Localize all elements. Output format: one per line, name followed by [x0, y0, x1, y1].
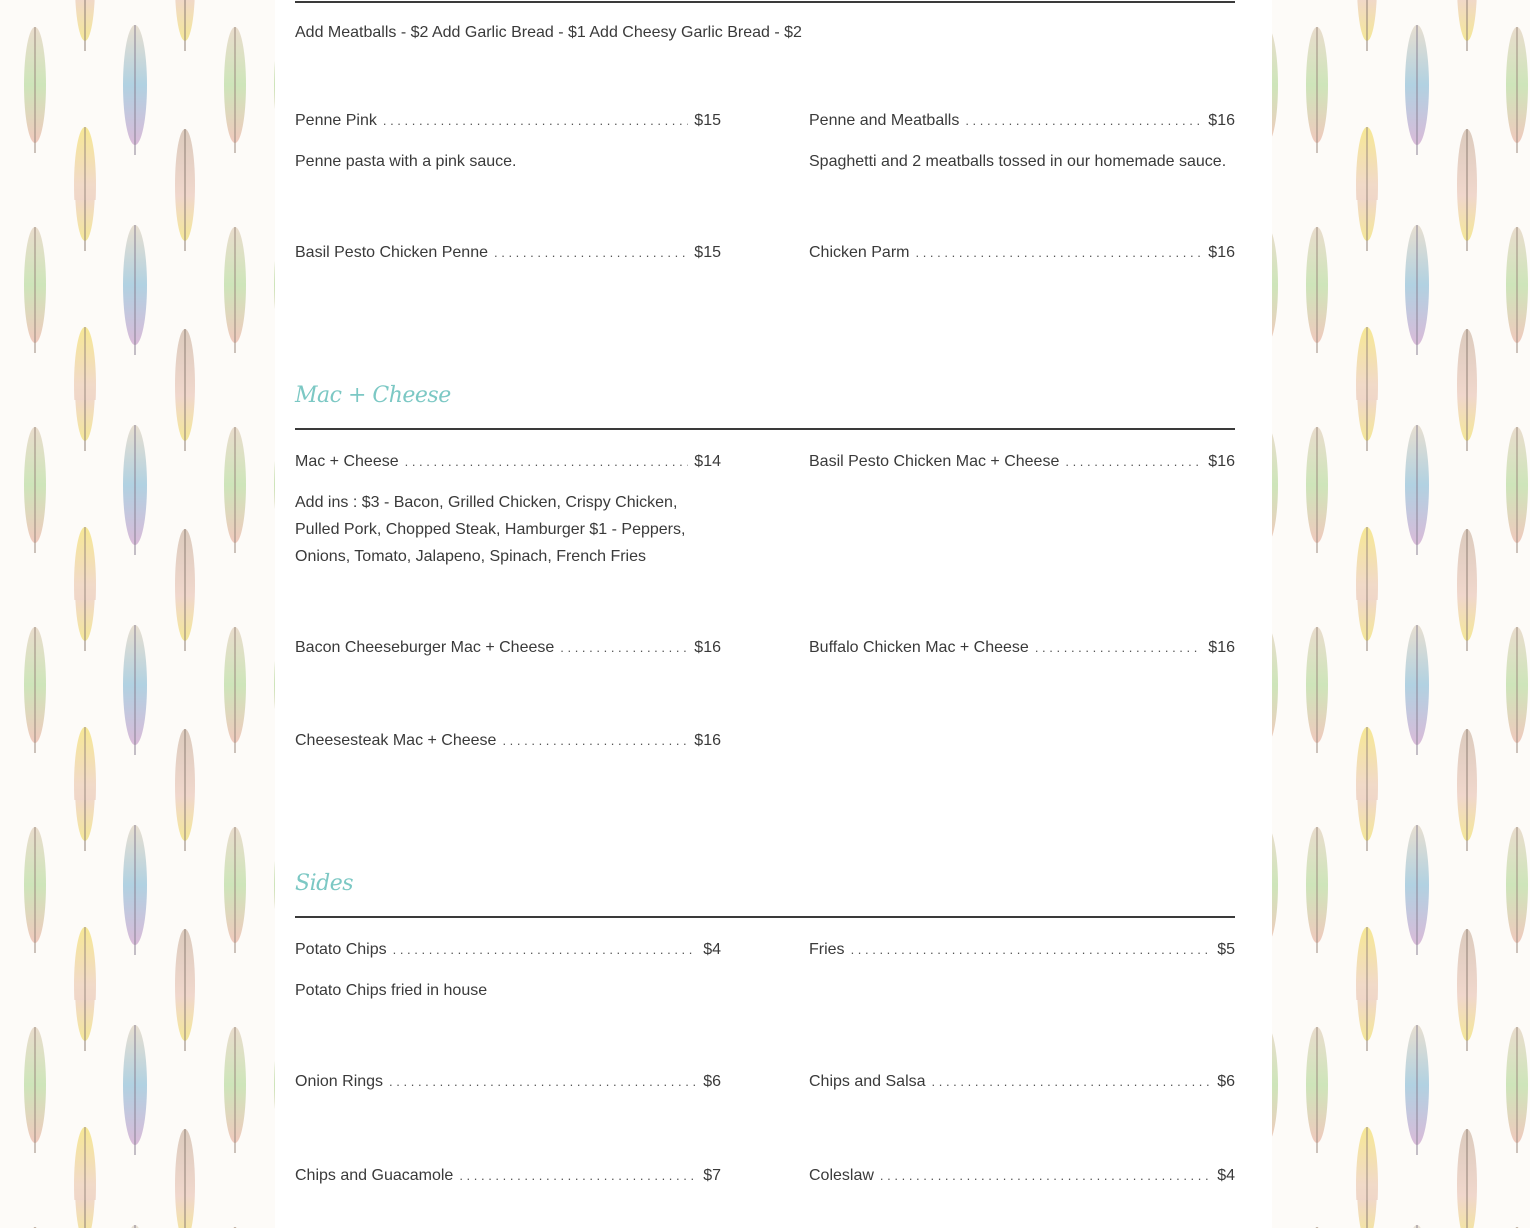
menu-item: [809, 1071, 1235, 1093]
item-price: $4: [1217, 1167, 1235, 1184]
section-divider: [295, 1, 1235, 3]
item-name: Buffalo Chicken Mac + Cheese: [809, 639, 1029, 656]
feather-pattern-left: [0, 0, 275, 1228]
dot-leader: [932, 1071, 1212, 1093]
item-name: Coleslaw: [809, 1167, 874, 1184]
dot-leader: [851, 939, 1212, 961]
item-name: Mac + Cheese: [295, 453, 399, 470]
section-title-sides: Sides: [295, 871, 353, 896]
dot-leader: [383, 110, 688, 132]
item-name: Cheesesteak Mac + Cheese: [295, 732, 497, 749]
item-name: Bacon Cheeseburger Mac + Cheese: [295, 639, 555, 656]
dot-leader: [459, 1165, 697, 1187]
pasta-addons-text: Add Meatballs - $2 Add Garlic Bread - $1 Add Cheesy Garlic Bread - $2: [295, 24, 802, 41]
item-price: $16: [1208, 112, 1235, 129]
item-name: Onion Rings: [295, 1073, 384, 1090]
menu-item: [295, 1071, 721, 1093]
item-name: Penne Pink: [295, 112, 377, 129]
item-price: $16: [694, 732, 721, 749]
item-name: Chips and Salsa: [809, 1073, 926, 1090]
menu-item: [809, 1165, 1235, 1187]
dot-leader: [393, 939, 698, 961]
item-name: Potato Chips: [295, 941, 387, 958]
feather-pattern-icon: [0, 0, 275, 1228]
item-price: $15: [694, 244, 721, 261]
dot-leader: [502, 730, 688, 752]
section-title-mac-cheese: Mac + Cheese: [295, 383, 451, 408]
item-name: Fries: [809, 941, 845, 958]
dot-leader: [560, 637, 688, 659]
section-divider: [295, 916, 1235, 918]
menu-item: [809, 637, 1235, 659]
dot-leader: [965, 110, 1202, 132]
menu-item: [809, 242, 1235, 264]
item-price: $16: [1208, 244, 1235, 261]
menu-item: [295, 730, 721, 752]
item-description: Spaghetti and 2 meatballs tossed in our homemade sauce.: [809, 153, 1227, 170]
dot-leader: [915, 242, 1202, 264]
item-price: $6: [1217, 1073, 1235, 1090]
item-price: $14: [694, 453, 721, 470]
dot-leader: [1035, 637, 1202, 659]
menu-item: [295, 1165, 721, 1187]
item-price: $6: [703, 1073, 721, 1090]
item-name: Penne and Meatballs: [809, 112, 960, 129]
item-price: $16: [1208, 453, 1235, 470]
menu-item: [295, 242, 721, 264]
menu-item: [295, 110, 721, 175]
menu-item: [295, 939, 721, 1004]
item-description: Add ins : $3 - Bacon, Grilled Chicken, Crispy Chicken, Pulled Pork, Chopped Steak, Hamburger $1 - Peppers, Onions, Tomato, Jalapeno, Spinach, French Fries: [295, 494, 686, 565]
dot-leader: [494, 242, 688, 264]
item-price: $7: [703, 1167, 721, 1184]
item-price: $4: [703, 941, 721, 958]
item-name: Chicken Parm: [809, 244, 910, 261]
item-name: Basil Pesto Chicken Penne: [295, 244, 488, 261]
menu-item: [809, 110, 1235, 175]
section-divider: [295, 428, 1235, 430]
feather-pattern-right: [1272, 0, 1530, 1228]
item-price: $15: [694, 112, 721, 129]
item-price: $16: [694, 639, 721, 656]
item-price: $16: [1208, 639, 1235, 656]
item-description: Penne pasta with a pink sauce.: [295, 153, 517, 170]
menu-item: [295, 637, 721, 659]
item-name: Chips and Guacamole: [295, 1167, 454, 1184]
menu-item: [809, 451, 1235, 473]
feather-pattern-icon: [1272, 0, 1530, 1228]
dot-leader: [405, 451, 689, 473]
item-price: $5: [1217, 941, 1235, 958]
menu-page: [275, 0, 1272, 1228]
dot-leader: [389, 1071, 697, 1093]
dot-leader: [880, 1165, 1211, 1187]
menu-item: [809, 939, 1235, 961]
dot-leader: [1065, 451, 1202, 473]
item-description: Potato Chips fried in house: [295, 982, 488, 999]
menu-item: [295, 451, 721, 570]
item-name: Basil Pesto Chicken Mac + Cheese: [809, 453, 1060, 470]
